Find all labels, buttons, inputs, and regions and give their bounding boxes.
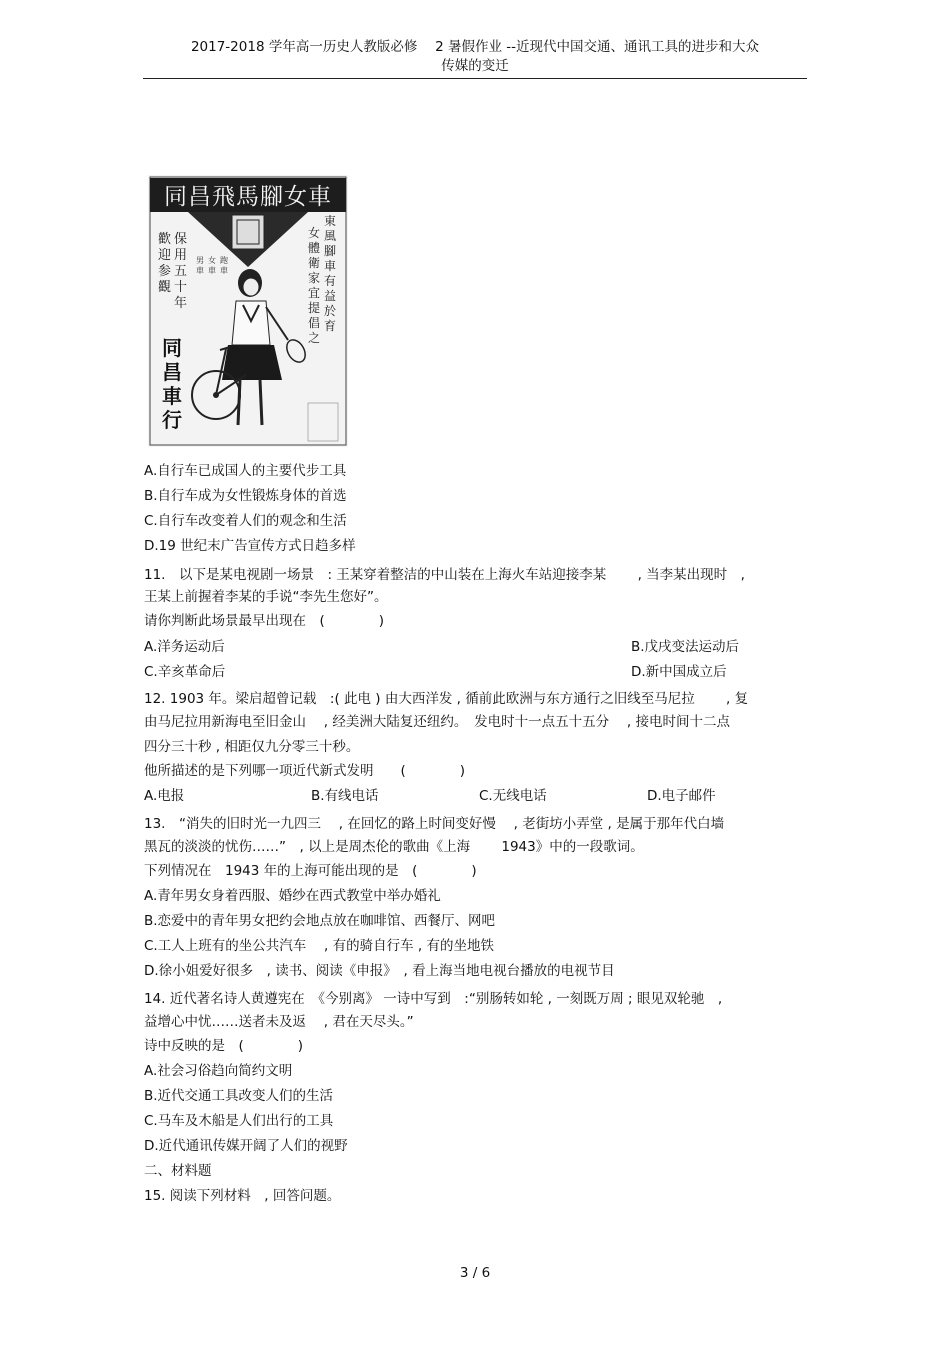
q13-stem-line-2: 黑瓦的淡淡的忧伤……” , 以上是周杰伦的歌曲《上海 1943》中的一段歌词。 [144,839,644,855]
q14-option-c: C.马车及木船是人们出行的工具 [144,1113,334,1129]
q10-option-c: C.自行车改变着人们的观念和生活 [144,513,347,529]
q10-option-b: B.自行车成为女性锻炼身体的首选 [144,488,347,504]
svg-text:女體衛家宜提倡之: 女體衛家宜提倡之 [308,226,321,345]
q12-option-b: B.有线电话 [311,788,379,804]
svg-text:女車: 女車 [208,256,216,275]
q14-option-b: B.近代交通工具改变人们的生活 [144,1088,334,1104]
ad-left-text: 保用五十年 [174,232,188,311]
ad-right-text: 東風腳車有益於育 [324,214,337,333]
header-line-2: 传媒的变迁 [441,58,509,74]
q13-question: 下列情况在 1943 年的上海可能出现的是 ( ) [144,863,477,879]
q10-option-d: D.19 世纪末广告宣传方式日趋多样 [144,538,356,554]
q11-option-c: C.辛亥革命后 [144,664,226,680]
page-number: 3 / 6 [459,1265,491,1281]
q15-stem: 15. 阅读下列材料 , 回答问题。 [144,1188,341,1204]
q12-stem-line-3: 四分三十秒 , 相距仅九分零三十秒。 [144,739,360,755]
q13-option-b: B.恋爱中的青年男女把约会地点放在咖啡馆、西餐厅、网吧 [144,913,496,929]
q14-stem-line-2: 益增心中忧……送者未及返 , 君在天尽头。” [144,1014,414,1030]
q10-option-a: A.自行车已成国人的主要代步工具 [144,463,347,479]
q11-stem-line-2: 王某上前握着李某的手说“李先生您好”。 [144,589,388,605]
section-heading: 二、材料题 [144,1163,212,1179]
ad-title: 同昌飛馬腳女車 [164,184,332,210]
svg-text:跑車: 跑車 [220,256,228,275]
q14-option-a: A.社会习俗趋向简约文明 [144,1063,293,1079]
q11-option-a: A.洋务运动后 [144,639,225,655]
q12-option-c: C.无线电话 [479,788,547,804]
header-divider [143,78,807,79]
q13-option-c: C.工人上班有的坐公共汽车 , 有的骑自行车 , 有的坐地铁 [144,938,494,954]
q11-question: 请你判断此场景最早出现在 ( ) [144,613,385,629]
q11-option-b: B.戊戌变法运动后 [631,639,740,655]
q13-stem-line-1: 13. “消失的旧时光一九四三 , 在回忆的路上时间变好慢 , 老街坊小弄堂 , 是属于那年代白墙 [144,816,725,832]
page-header [143,38,807,76]
header-line-1: 2017-2018 学年高一历史人教版必修 2 暑假作业 --近现代中国交通、通讯工具的进步和大众 [190,39,760,55]
q14-option-d: D.近代通讯传媒开阔了人们的视野 [144,1138,348,1154]
q14-question: 诗中反映的是 ( ) [144,1038,304,1054]
q12-question: 他所描述的是下列哪一项近代新式发明 ( ) [144,763,466,779]
q12-option-a: A.电报 [144,788,185,804]
q11-stem-line-1: 11. 以下是某电视剧一场景 : 王某穿着整洁的中山装在上海火车站迎接李某 , 当李某出现时 , [144,567,745,583]
q12-stem-line-1: 12. 1903 年。梁启超曾记载 :( 此电 ) 由大西洋发 , 循前此欧洲与东方通行之旧线至马尼拉 , 复 [144,691,749,707]
q12-stem-line-2: 由马尼拉用新海电至旧金山 , 经美洲大陆复还纽约。 发电时十一点五十五分 , 接电时间十二点 [144,714,730,730]
q12-option-d: D.电子邮件 [647,788,716,804]
q14-stem-line-1: 14. 近代著名诗人黄遵宪在 《今别离》 一诗中写到 :“别肠转如轮 , 一刻既万周 ; 眼见双轮驰 , [144,991,723,1007]
ad-brand: 同昌車行 [162,336,182,432]
q13-option-a: A.青年男女身着西服、婚纱在西式教堂中举办婚礼 [144,888,441,904]
q13-option-d: D.徐小姐爱好很多 , 读书、阅读《申报》 , 看上海当地电视台播放的电视节目 [144,963,615,979]
q11-option-d: D.新中国成立后 [631,664,727,680]
svg-text:歡迎参觀: 歡迎参觀 [158,232,172,295]
bicycle-advertisement-image [148,175,348,447]
svg-text:男車: 男車 [196,256,204,275]
